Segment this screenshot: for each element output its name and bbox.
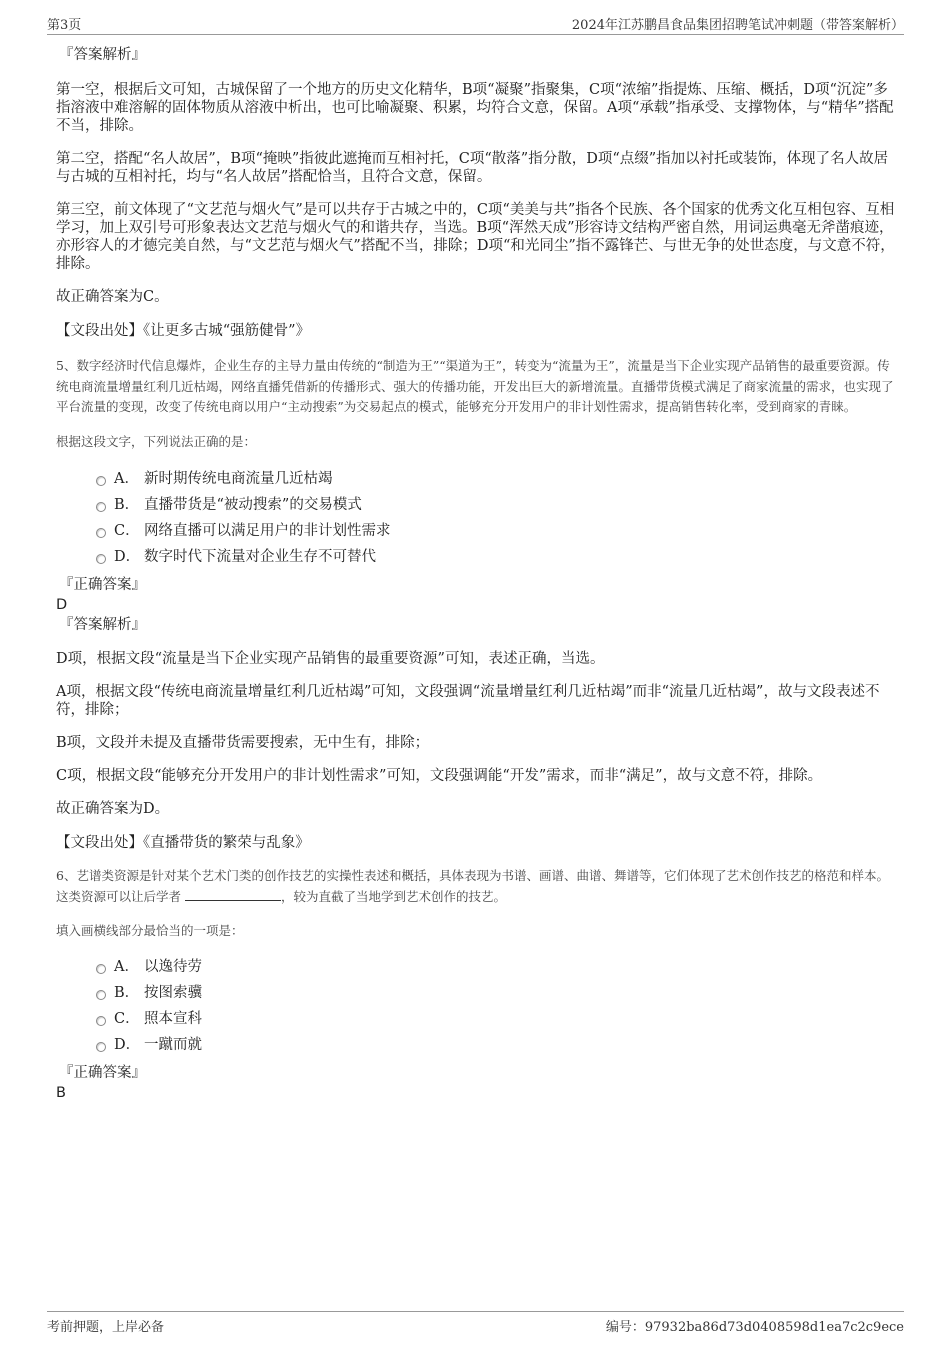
option-d[interactable]: D． 一蹴而就 <box>96 1032 896 1058</box>
document-title: 2024年江苏鹏昌食品集团招聘笔试冲刺题（带答案解析） <box>571 18 904 33</box>
radio-icon[interactable] <box>96 476 106 486</box>
document-code: 编号：97932ba86d73d0408598d1ea7c2c9ece <box>605 1320 904 1335</box>
page-number: 第3页 <box>47 18 82 33</box>
analysis-paragraph: B项，文段并未提及直播带货需要搜索，无中生有，排除； <box>56 735 430 751</box>
page-content <box>56 44 896 1102</box>
question-stem: 6、艺谱类资源是针对某个艺术门类的创作技艺的实操性表述和概括，具体表现为书谱、画谱、曲谱、舞谱等，它们体现了艺术创作技艺的格范和样本。这类资源可以让后学者 ，较为直截了当地学到艺术创作的技艺。 <box>56 868 889 904</box>
radio-icon[interactable] <box>96 964 106 974</box>
radio-icon[interactable] <box>96 990 106 1000</box>
question-prompt: 根据这段文字，下列说法正确的是： <box>56 433 257 449</box>
option-a[interactable]: A． 以逸待劳 <box>96 954 896 980</box>
analysis-paragraph: 第三空，前文体现了“文艺范与烟火气”是可以共存于古城之中的，C项“美美与共”指各个民族、各个国家的优秀文化互相包容、互相学习，加上双引号可形象表达文艺范与烟火气的和谐共存，当选。B项“浑然天成”形容诗文结构严密自然，用词运典毫无斧凿痕迹，亦形容人的才德完美自然，与“文艺范与烟火气”搭配不当，排除；D项“和光同尘”指不露锋芒、与世无争的处世态度，与文意不符，排除。 <box>56 202 895 272</box>
option-b[interactable]: B． 直播带货是“被动搜索”的交易模式 <box>96 492 896 518</box>
analysis-paragraph: 第一空，根据后文可知，古城保留了一个地方的历史文化精华，B项“凝聚”指聚集，C项“浓缩”指提炼、压缩、概括，D项“沉淀”多指溶液中难溶解的固体物质从溶液中析出，也可比喻凝聚、积累，均符合文意，保留。A项“承载”指承受、支撑物体，与“精华”搭配不当，排除。 <box>56 82 894 134</box>
option-c[interactable]: C． 网络直播可以满足用户的非计划性需求 <box>96 518 896 544</box>
option-list <box>96 466 896 570</box>
page-footer <box>47 1311 904 1336</box>
radio-icon[interactable] <box>96 528 106 538</box>
q4-analysis-section <box>56 46 896 340</box>
question-prompt: 填入画横线部分最恰当的一项是： <box>56 923 244 938</box>
source-citation: 【文段出处】《让更多古城“强筋健骨”》 <box>56 323 311 339</box>
source-citation: 【文段出处】《直播带货的繁荣与乱象》 <box>56 835 310 851</box>
footer-slogan: 考前押题，上岸必备 <box>47 1320 165 1335</box>
question-5 <box>56 356 896 852</box>
radio-icon[interactable] <box>96 1042 106 1052</box>
question-6 <box>56 866 896 1102</box>
fill-blank <box>185 887 281 901</box>
radio-icon[interactable] <box>96 502 106 512</box>
question-stem: 5、数字经济时代信息爆炸，企业生存的主导力量由传统的“制造为王”“渠道为王”，转变为“流量为王”，流量是当下企业实现产品销售的最重要资源。传统电商流量增量红利几近枯竭，网络直播凭借新的传播形式、强大的传播功能，开发出巨大的新增流量。直播带货模式满足了商家流量的需求，也实现了平台流量的变现，改变了传统电商以用户“主动搜索”为交易起点的模式，能够充分开发用户的非计划性需求，提高销售转化率，受到商家的青睐。 <box>56 358 894 414</box>
option-a[interactable]: A． 新时期传统电商流量几近枯竭 <box>96 466 896 492</box>
answer-label: 『正确答案』 <box>59 1064 146 1081</box>
correct-answer: B <box>56 1084 66 1101</box>
option-b[interactable]: B． 按图索骥 <box>96 980 896 1006</box>
analysis-conclusion: 故正确答案为D。 <box>56 801 170 817</box>
radio-icon[interactable] <box>96 1016 106 1026</box>
option-list <box>96 954 896 1058</box>
analysis-label: 『答案解析』 <box>59 47 146 63</box>
analysis-paragraph: A项，根据文段“传统电商流量增量红利几近枯竭”可知，文段强调“流量增量红利几近枯竭”而非“流量几近枯竭”，故与文段表述不符，排除； <box>56 684 880 718</box>
radio-icon[interactable] <box>96 554 106 564</box>
analysis-conclusion: 故正确答案为C。 <box>56 289 169 305</box>
analysis-paragraph: C项，根据文段“能够充分开发用户的非计划性需求”可知，文段强调能“开发”需求，而非“满足”，故与文意不符，排除。 <box>56 768 823 784</box>
analysis-label: 『答案解析』 <box>59 617 146 633</box>
correct-answer: D <box>56 597 68 613</box>
analysis-paragraph: D项，根据文段“流量是当下企业实现产品销售的最重要资源”可知，表述正确，当选。 <box>56 651 605 667</box>
option-d[interactable]: D． 数字时代下流量对企业生存不可替代 <box>96 544 896 570</box>
analysis-paragraph: 第二空，搭配“名人故居”，B项“掩映”指彼此遮掩而互相衬托，C项“散落”指分散，D项“点缀”指加以衬托或装饰，体现了名人故居与古城的互相衬托，均与“名人故居”搭配恰当，且符合文意，保留。 <box>56 151 889 185</box>
page-header <box>47 14 904 35</box>
option-c[interactable]: C． 照本宣科 <box>96 1006 896 1032</box>
answer-label: 『正确答案』 <box>59 577 146 593</box>
